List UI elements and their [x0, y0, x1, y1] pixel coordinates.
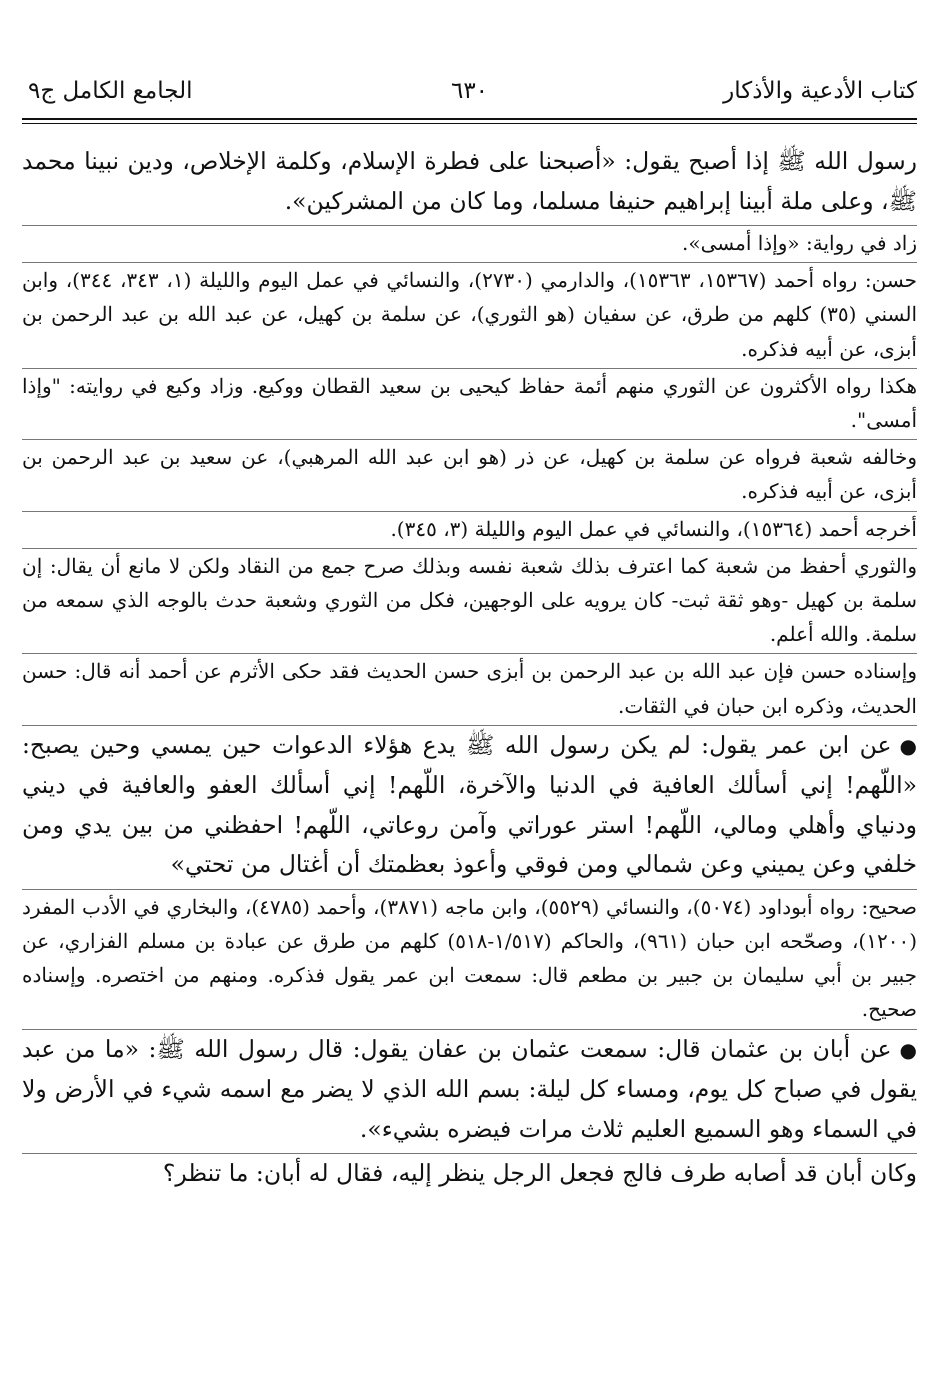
- hadith-text-content: عن ابن عمر يقول: لم يكن رسول الله ﷺ يدع هؤلاء الدعوات حين يمسي وحين يصبح: «اللّهم! إني أسألك العافية في الدنيا والآخرة، اللّهم! إني أسألك العفو والعافية في ديني ودنياي وأهلي ومالي، اللّهم! استر عوراتي وآمن روعاتي، اللّهم! احفظني من بين يدي ومن خلفي وعن يميني وعن شمالي ومن فوقي وأعوذ بعظمتك أن أغتال من تحتي»: [22, 730, 917, 879]
- commentary-text: وإسناده حسن فإن عبد الله بن عبد الرحمن بن أبزى حسن الحديث فقد حكى الأثرم عن أحمد أنه قال: حسن الحديث، وذكره ابن حبان في الثقات.: [22, 659, 917, 718]
- page-number: ٦٣٠: [450, 78, 489, 104]
- commentary-paragraph: [22, 889, 917, 1027]
- hadith-text-content: وكان أبان قد أصابه طرف فالج فجعل الرجل ينظر إليه، فقال له أبان: ما تنظر؟: [162, 1159, 917, 1188]
- commentary-text: وخالفه شعبة فرواه عن سلمة بن كهيل، عن ذر (هو ابن عبد الله المرهبي)، عن سعيد بن عبد الرحمن بن أبزى، عن أبيه فذكره.: [22, 445, 917, 504]
- commentary-paragraph: [22, 368, 917, 437]
- commentary-text: حسن: رواه أحمد (١٥٣٦٧، ١٥٣٦٣)، والدارمي (٢٧٣٠)، والنسائي في عمل اليوم والليلة (١، ٣٤٣، ٣٤٤)، وابن السني (٣٥) كلهم من طرق، عن سفيان (هو الثوري)، عن سلمة بن كهيل، عن عبد الله بن عبد الرحمن بن أبزى، عن أبيه فذكره.: [22, 268, 918, 361]
- commentary-text: والثوري أحفظ من شعبة كما اعترف بذلك شعبة نفسه وبذلك صرح جمع من النقاد ولكن لا مانع أن يقال: إن سلمة بن كهيل -وهو ثقة ثبت- كان يرويه على الوجهين، فكل من الثوري وشعبة حدث بالوجه الذي سمعه من سلمة. والله أعلم.: [22, 553, 917, 647]
- commentary-paragraph: [22, 439, 917, 508]
- hadith-text-content: عن أبان بن عثمان قال: سمعت عثمان بن عفان يقول: قال رسول الله ﷺ: «ما من عبد يقول في صباح كل يوم، ومساء كل ليلة: بسم الله الذي لا يضر مع اسمه شيء في الأرض ولا في السماء وهو السميع العليم ثلاث مرات فيضره بشيء».: [22, 1034, 917, 1143]
- running-header: [22, 78, 917, 112]
- book-title: كتاب الأدعية والأذكار: [723, 78, 917, 104]
- hadith-text: [22, 142, 917, 221]
- hadith-text: [22, 725, 917, 885]
- commentary-text: صحيح: رواه أبوداود (٥٠٧٤)، والنسائي (٥٥٢٩)، وابن ماجه (٣٨٧١)، وأحمد (٤٧٨٥)، والبخاري في الأدب المفرد (١٢٠٠)، وصحّحه ابن حبان (٩٦١)، والحاكم (١/٥١٧-٥١٨) كلهم من طرق عن عبادة بن مسلم الفزاري، عن جبير بن أبي سليمان بن جبير بن مطعم قال: سمعت ابن عمر يقول فذكره. ومنهم من اختصره. وإسناده صحيح.: [22, 894, 918, 1022]
- hadith-text: [22, 1029, 917, 1150]
- commentary-text: أخرجه أحمد (١٥٣٦٤)، والنسائي في عمل اليوم والليلة (٣، ٣٤٥).: [390, 516, 917, 541]
- commentary-paragraph: [22, 653, 917, 722]
- hadith-text: [22, 1153, 917, 1194]
- hadith-text-content: رسول الله ﷺ إذا أصبح يقول: «أصبحنا على فطرة الإسلام، وكلمة الإخلاص، ودين نبينا محمد ﷺ، وعلى ملة أبينا إبراهيم حنيفا مسلما، وما كان من المشركين».: [22, 147, 917, 215]
- bullet-icon: ●: [899, 1037, 917, 1062]
- header-rule-thick: [22, 118, 917, 120]
- header-rule-thin: [22, 123, 917, 124]
- commentary-paragraph: [22, 262, 917, 366]
- commentary-text: هكذا رواه الأكثرون عن الثوري منهم أئمة حفاظ كيحيى بن سعيد القطان ووكيع. وزاد وكيع في روايته: "وإذا أمسى".: [22, 373, 917, 433]
- commentary-paragraph: [22, 548, 917, 652]
- commentary-paragraph: [22, 225, 917, 260]
- book-page: [22, 0, 917, 1381]
- series-title: الجامع الكامل ج٩: [28, 78, 193, 104]
- bullet-icon: ●: [899, 733, 917, 758]
- commentary-text: زاد في رواية: «وإذا أمسى».: [682, 231, 917, 255]
- page-body: [22, 142, 917, 1194]
- commentary-paragraph: [22, 511, 917, 546]
